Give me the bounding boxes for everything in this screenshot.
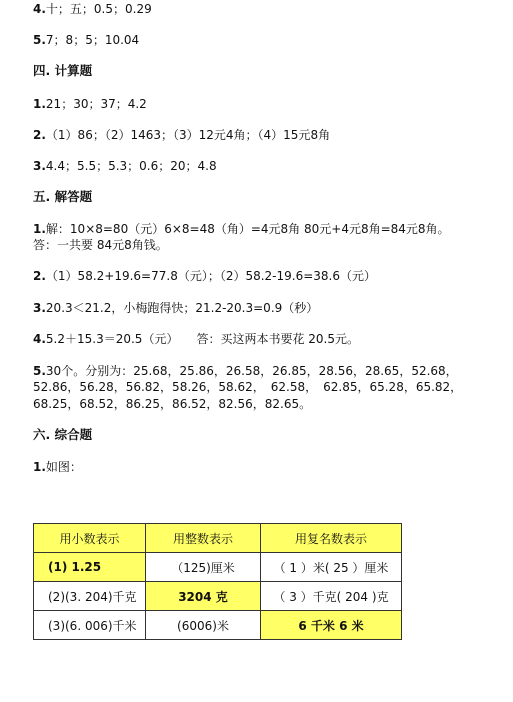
answer-line-solve-5-cont2: 68.25，68.52，86.25，86.52，82.56，82.65。 [33, 397, 312, 411]
table-row [34, 611, 402, 640]
table-cell: (3)(6. 006)千米 [34, 611, 146, 640]
table-row [34, 553, 402, 582]
table-header-row [34, 524, 402, 553]
conversion-table [33, 523, 402, 640]
answer-line-calc-3: 3.4.4；5.5；5.3；0.6；20；4.8 [33, 159, 217, 173]
answer-line-5: 5.7；8；5；10.04 [33, 33, 140, 47]
answer-line-solve-1-answer: 答：一共要 84元8角钱。 [33, 238, 168, 252]
table-cell: （ 1 ）米( 25 ）厘米 [261, 553, 402, 582]
section-heading-solve: 五. 解答题 [33, 189, 93, 204]
section-heading-comprehensive: 六. 综合题 [33, 427, 93, 442]
table-cell: (6006)米 [146, 611, 261, 640]
table-header-cell: 用复名数表示 [261, 524, 402, 553]
answer-line-solve-1: 1.解：10×8=80（元）6×8=48（角）=4元8角 80元+4元8角=84元8角。 [33, 222, 450, 236]
section-heading-calculation: 四. 计算题 [33, 63, 93, 78]
table-cell: (1) 1.25 [34, 553, 146, 582]
table-cell: （125)厘米 [146, 553, 261, 582]
table-cell: (2)(3. 204)千克 [34, 582, 146, 611]
answer-line-calc-1: 1.21；30；37；4.2 [33, 97, 147, 111]
answer-line-solve-4: 4.5.2＋15.3＝20.5（元） 答：买这两本书要花 20.5元。 [33, 332, 359, 346]
answer-line-comp-1: 1.如图： [33, 460, 82, 474]
answer-line-4: 4.十；五；0.5；0.29 [33, 2, 152, 16]
answer-line-solve-3: 3.20.3＜21.2，小梅跑得快；21.2-20.3=0.9（秒） [33, 301, 319, 315]
answer-line-solve-5-cont1: 52.86，56.28，56.82，58.26，58.62， 62.58， 62.85，65.28，65.82， [33, 380, 463, 394]
table-row [34, 582, 402, 611]
answer-line-solve-2: 2.（1）58.2+19.6=77.8（元）；（2）58.2-19.6=38.6（元） [33, 269, 376, 283]
table-cell: （ 3 ）千克( 204 )克 [261, 582, 402, 611]
table-header-cell: 用小数表示 [34, 524, 146, 553]
table-cell: 6 千米 6 米 [261, 611, 402, 640]
answer-line-calc-2: 2.（1）86；（2）1463；（3）12元4角；（4）15元8角 [33, 128, 331, 142]
table-cell: 3204 克 [146, 582, 261, 611]
answer-line-solve-5: 5.30个。分别为：25.68，25.86，26.58，26.85，28.56，28.65，52.68， [33, 364, 458, 378]
table-header-cell: 用整数表示 [146, 524, 261, 553]
